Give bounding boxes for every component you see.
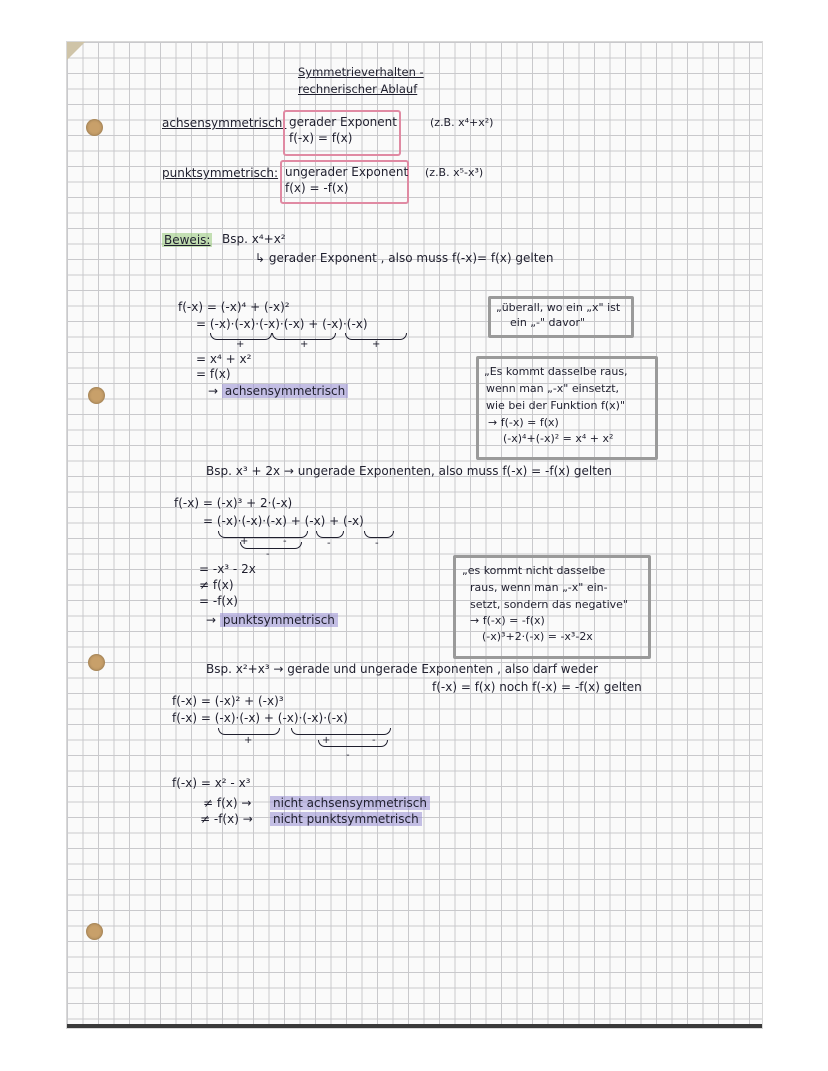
achsen-example: (z.B. x⁴+x²) bbox=[430, 116, 494, 129]
brace bbox=[240, 542, 302, 549]
beweis-example: Bsp. x⁴+x² bbox=[222, 232, 286, 246]
punch-hole bbox=[88, 654, 105, 671]
beweis-explanation: ↳ gerader Exponent , also muss f(-x)= f(x) gelten bbox=[255, 251, 554, 265]
ex1-line3: = x⁴ + x² bbox=[196, 352, 252, 366]
beweis-label: Beweis: bbox=[164, 233, 211, 247]
sign-plus: + bbox=[300, 339, 309, 350]
page-title-line1: Symmetrieverhalten - bbox=[298, 65, 424, 79]
ex1-result: achsensymmetrisch bbox=[222, 384, 348, 398]
sign-plus: + bbox=[244, 735, 253, 746]
ex3-line1: f(-x) = (-x)² + (-x)³ bbox=[172, 694, 284, 708]
ex3-line5: ≠ -f(x) → bbox=[200, 812, 253, 826]
ex1-note1-line2: ein „-" davor" bbox=[510, 316, 586, 329]
ex2-note-line1: „es kommt nicht dasselbe bbox=[462, 564, 606, 577]
achsen-box-line2: f(-x) = f(x) bbox=[289, 131, 353, 145]
ex1-note2-line5: (-x)⁴+(-x)² = x⁴ + x² bbox=[503, 432, 614, 445]
punch-hole bbox=[88, 387, 105, 404]
sign-plus: + bbox=[372, 339, 381, 350]
punch-hole bbox=[86, 923, 103, 940]
ex3-line4: ≠ f(x) → bbox=[203, 796, 252, 810]
ex3-result2: nicht punktsymmetrisch bbox=[270, 812, 422, 826]
brace bbox=[316, 531, 344, 538]
punkt-box-line1: ungerader Exponent bbox=[285, 165, 409, 179]
ex1-note2-line2: wenn man „-x" einsetzt, bbox=[486, 382, 620, 395]
ex2-line4: ≠ f(x) bbox=[199, 578, 234, 592]
ex1-note2-line1: „Es kommt dasselbe raus, bbox=[484, 365, 628, 378]
ex2-line3: = -x³ - 2x bbox=[199, 562, 256, 576]
sign-minus: - bbox=[372, 735, 376, 746]
paper-edge bbox=[67, 1024, 762, 1028]
sign-minus: - bbox=[327, 538, 331, 549]
ex1-note2-line4: → f(-x) = f(x) bbox=[488, 416, 559, 429]
page-title-line2: rechnerischer Ablauf bbox=[298, 82, 418, 96]
ex1-note2-line3: wie bei der Funktion f(x)" bbox=[486, 399, 626, 412]
grid-paper bbox=[67, 42, 762, 1028]
sign-minus: - bbox=[283, 536, 287, 547]
ex3-result1: nicht achsensymmetrisch bbox=[270, 796, 430, 810]
folded-corner bbox=[67, 42, 85, 60]
sign-plus: + bbox=[322, 735, 331, 746]
ex3-line2: f(-x) = (-x)·(-x) + (-x)·(-x)·(-x) bbox=[172, 711, 348, 725]
ex2-line2: = (-x)·(-x)·(-x) + (-x) + (-x) bbox=[203, 514, 364, 528]
ex3-bsp: Bsp. x²+x³ → gerade und ungerade Exponenten , also darf weder bbox=[206, 662, 598, 676]
ex1-line4: = f(x) bbox=[196, 367, 231, 381]
ex2-note-line4: → f(-x) = -f(x) bbox=[470, 614, 545, 627]
ex3-bsp2: f(-x) = f(x) noch f(-x) = -f(x) gelten bbox=[432, 680, 642, 694]
punch-hole bbox=[86, 119, 103, 136]
sign-minus: - bbox=[266, 549, 270, 560]
ex1-line1: f(-x) = (-x)⁴ + (-x)² bbox=[178, 300, 290, 314]
ex2-line1: f(-x) = (-x)³ + 2·(-x) bbox=[174, 496, 293, 510]
punkt-label: punktsymmetrisch: bbox=[162, 166, 279, 180]
sign-plus: + bbox=[240, 536, 249, 547]
ex2-bsp: Bsp. x³ + 2x → ungerade Exponenten, also muss f(-x) = -f(x) gelten bbox=[206, 464, 612, 478]
sign-plus: + bbox=[236, 339, 245, 350]
achsen-label: achsensymmetrisch: bbox=[162, 116, 287, 130]
punkt-example: (z.B. x⁵-x³) bbox=[425, 166, 484, 179]
ex2-note-line2: raus, wenn man „-x" ein- bbox=[470, 581, 608, 594]
ex2-line5: = -f(x) bbox=[199, 594, 238, 608]
achsen-box-line1: gerader Exponent bbox=[289, 115, 397, 129]
ex2-note-line3: setzt, sondern das negative" bbox=[470, 598, 628, 611]
brace bbox=[218, 728, 280, 735]
brace bbox=[364, 531, 394, 538]
ex2-result: punktsymmetrisch bbox=[220, 613, 338, 627]
sign-minus: - bbox=[346, 750, 350, 761]
ex2-note-line5: (-x)³+2·(-x) = -x³-2x bbox=[482, 630, 593, 643]
ex3-line3: f(-x) = x² - x³ bbox=[172, 776, 251, 790]
brace bbox=[218, 531, 308, 538]
brace bbox=[291, 728, 391, 735]
sign-minus: - bbox=[375, 538, 379, 549]
ex1-note1-line1: „überall, wo ein „x" ist bbox=[496, 301, 621, 314]
ex1-line2: = (-x)·(-x)·(-x)·(-x) + (-x)·(-x) bbox=[196, 317, 368, 331]
punkt-box-line2: f(x) = -f(x) bbox=[285, 181, 349, 195]
